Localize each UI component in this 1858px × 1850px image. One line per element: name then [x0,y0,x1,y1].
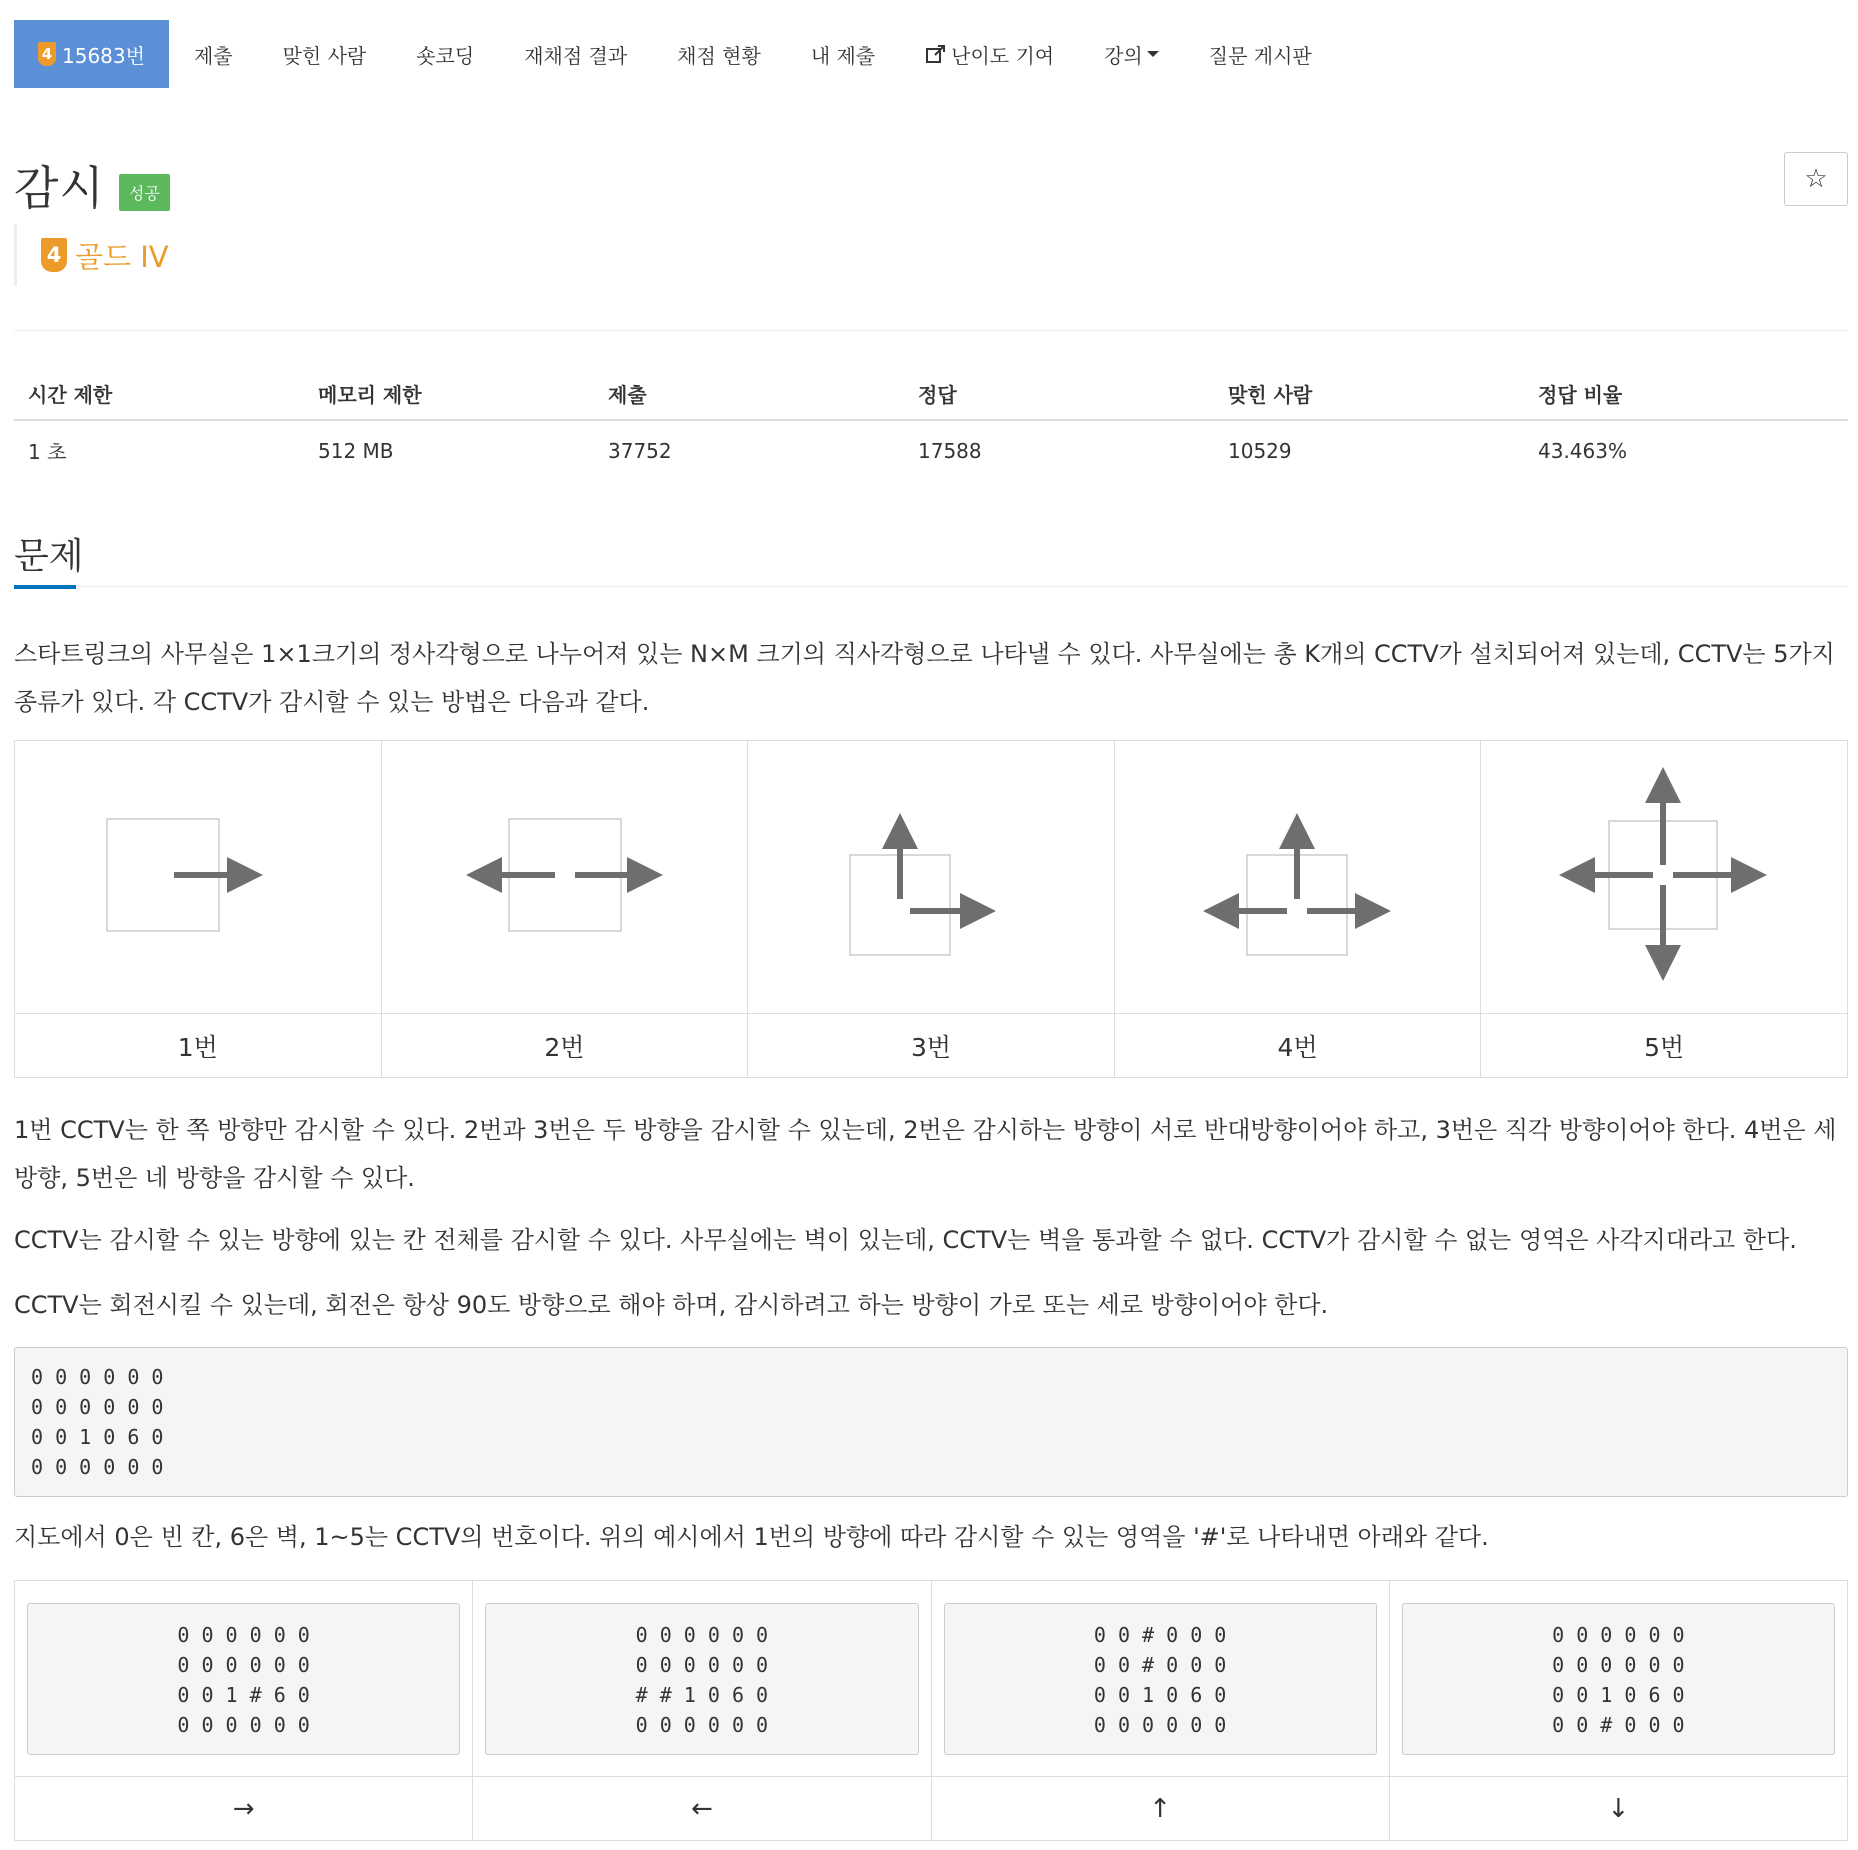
example-cell [931,1581,1389,1777]
cctv-type-4-label: 4번 [1114,1014,1481,1078]
header-accepted: 정답 [904,368,1214,420]
cctv-type-1-cell [15,741,382,1014]
header-submissions: 제출 [594,368,904,420]
problem-description-5: 지도에서 0은 빈 칸, 6은 벽, 1~5는 CCTV의 번호이다. 위의 예시에서 1번의 방향에 따라 감시할 수 있는 영역을 '#'로 나타내면 아래와 같다. [14,1523,1489,1551]
example-grid-left: 0 0 0 0 0 0 0 0 0 0 0 0 # # 1 0 6 0 0 0 0 0 0 0 [485,1603,918,1755]
header-solved-users: 맞힌 사람 [1214,368,1524,420]
problem-nav [14,20,1337,88]
cctv-type-2-label: 2번 [381,1014,748,1078]
gold-tier-icon: 4 [41,238,67,272]
header-time-limit: 시간 제한 [14,368,304,420]
cctv-type-3-label: 3번 [748,1014,1115,1078]
cctv-type-4-cell [1114,741,1481,1014]
tier-row [14,224,169,286]
nav-solved-users[interactable]: 맞힌 사람 [282,43,367,68]
cctv-type-3-diagram [748,741,1114,1009]
nav-lectures-dropdown[interactable] [1079,20,1184,88]
section-title: 문제 [14,536,84,577]
nav-qna-board[interactable]: 질문 게시판 [1208,43,1312,68]
cctv-type-5-cell [1481,741,1848,1014]
header-accept-ratio: 정답 비율 [1524,368,1848,420]
external-link-icon [925,43,947,65]
arrow-down-icon: ↓ [1389,1777,1847,1841]
cctv-type-2-diagram [382,741,748,1009]
tier-link[interactable]: 골드 IV [75,239,169,274]
problem-description-3: CCTV는 감시할 수 있는 방향에 있는 칸 전체를 감시할 수 있다. 사무실에는 벽이 있는데, CCTV는 벽을 통과할 수 없다. CCTV가 감시할 수 없는 영역은 사각지대라고 한다. [14,1226,1797,1254]
title-row [14,152,170,218]
arrow-up-icon: ↑ [931,1777,1389,1841]
nav-short-coding[interactable]: 숏코딩 [416,43,475,68]
nav-difficulty-contribution[interactable] [900,20,1079,88]
nav-lectures-label: 강의 [1104,43,1143,68]
example-grid-down: 0 0 0 0 0 0 0 0 0 0 0 0 0 0 1 0 6 0 0 0 # 0 0 0 [1402,1603,1835,1755]
example-cell [15,1581,473,1777]
nav-status[interactable]: 채점 현황 [677,43,761,68]
problem-description-2: 1번 CCTV는 한 쪽 방향만 감시할 수 있다. 2번과 3번은 두 방향을 감시할 수 있는데, 2번은 감시하는 방향이 서로 반대방향이어야 하고, 3번은 직각 방향이어야 한다. 4번은 세 방향, 5번은 네 방향을 감시할 수 있다. [14,1116,1837,1192]
nav-difficulty-label: 난이도 기여 [951,43,1055,68]
cctv-type-1-label: 1번 [15,1014,382,1078]
cctv-types-figure [14,740,1848,1078]
nav-problem-number-label: 15683번 [62,43,145,68]
example-map-code: 0 0 0 0 0 0 0 0 0 0 0 0 0 0 1 0 6 0 0 0 0 0 0 0 [14,1347,1848,1497]
problem-description-4: CCTV는 회전시킬 수 있는데, 회전은 항상 90도 방향으로 해야 하며, 감시하려고 하는 방향이 가로 또는 세로 방향이어야 한다. [14,1291,1329,1319]
problem-description-1: 스타트링크의 사무실은 1×1크기의 정사각형으로 나누어져 있는 N×M 크기의 직사각형으로 나타낼 수 있다. 사무실에는 총 K개의 CCTV가 설치되어져 있는데, CCTV는 5가지 종류가 있다. 각 CCTV가 감시할 수 있는 방법은 다음과 같다. [14,640,1835,716]
value-submissions: 37752 [608,438,672,463]
cctv-type-1-diagram [15,741,381,1009]
example-grid-up: 0 0 # 0 0 0 0 0 # 0 0 0 0 0 1 0 6 0 0 0 0 0 0 0 [944,1603,1377,1755]
example-cell [1389,1581,1847,1777]
nav-submit[interactable]: 제출 [193,43,233,68]
divider [14,330,1848,331]
nav-problem-number[interactable] [14,20,169,88]
arrow-left-icon: ← [473,1777,931,1841]
example-cell [473,1581,931,1777]
section-divider [14,586,1848,587]
caret-down-icon [1147,51,1159,57]
value-accept-ratio: 43.463% [1538,438,1627,463]
cctv-type-2-cell [381,741,748,1014]
value-solved-users: 10529 [1228,438,1292,463]
nav-rejudge-results[interactable]: 재채점 결과 [524,43,628,68]
example-grid-right: 0 0 0 0 0 0 0 0 0 0 0 0 0 0 1 # 6 0 0 0 0 0 0 0 [27,1603,460,1755]
cctv-type-4-diagram [1115,741,1481,1009]
header-memory-limit: 메모리 제한 [304,368,594,420]
tier-badge-icon: 4 [38,42,56,66]
value-memory-limit: 512 MB [318,438,394,463]
problem-info-table [14,368,1848,476]
section-underline [14,585,76,589]
favorite-star-button[interactable]: ☆ [1784,152,1848,206]
value-time-limit: 1 초 [28,440,67,464]
arrow-right-icon: → [15,1777,473,1841]
nav-my-submissions[interactable]: 내 제출 [810,43,876,68]
direction-examples-table [14,1580,1848,1841]
cctv-type-5-label: 5번 [1481,1014,1848,1078]
cctv-type-5-diagram [1481,741,1847,1009]
cctv-type-3-cell [748,741,1115,1014]
page-title: 감시 [14,161,105,215]
status-badge: 성공 [119,174,170,211]
value-accepted: 17588 [918,438,982,463]
